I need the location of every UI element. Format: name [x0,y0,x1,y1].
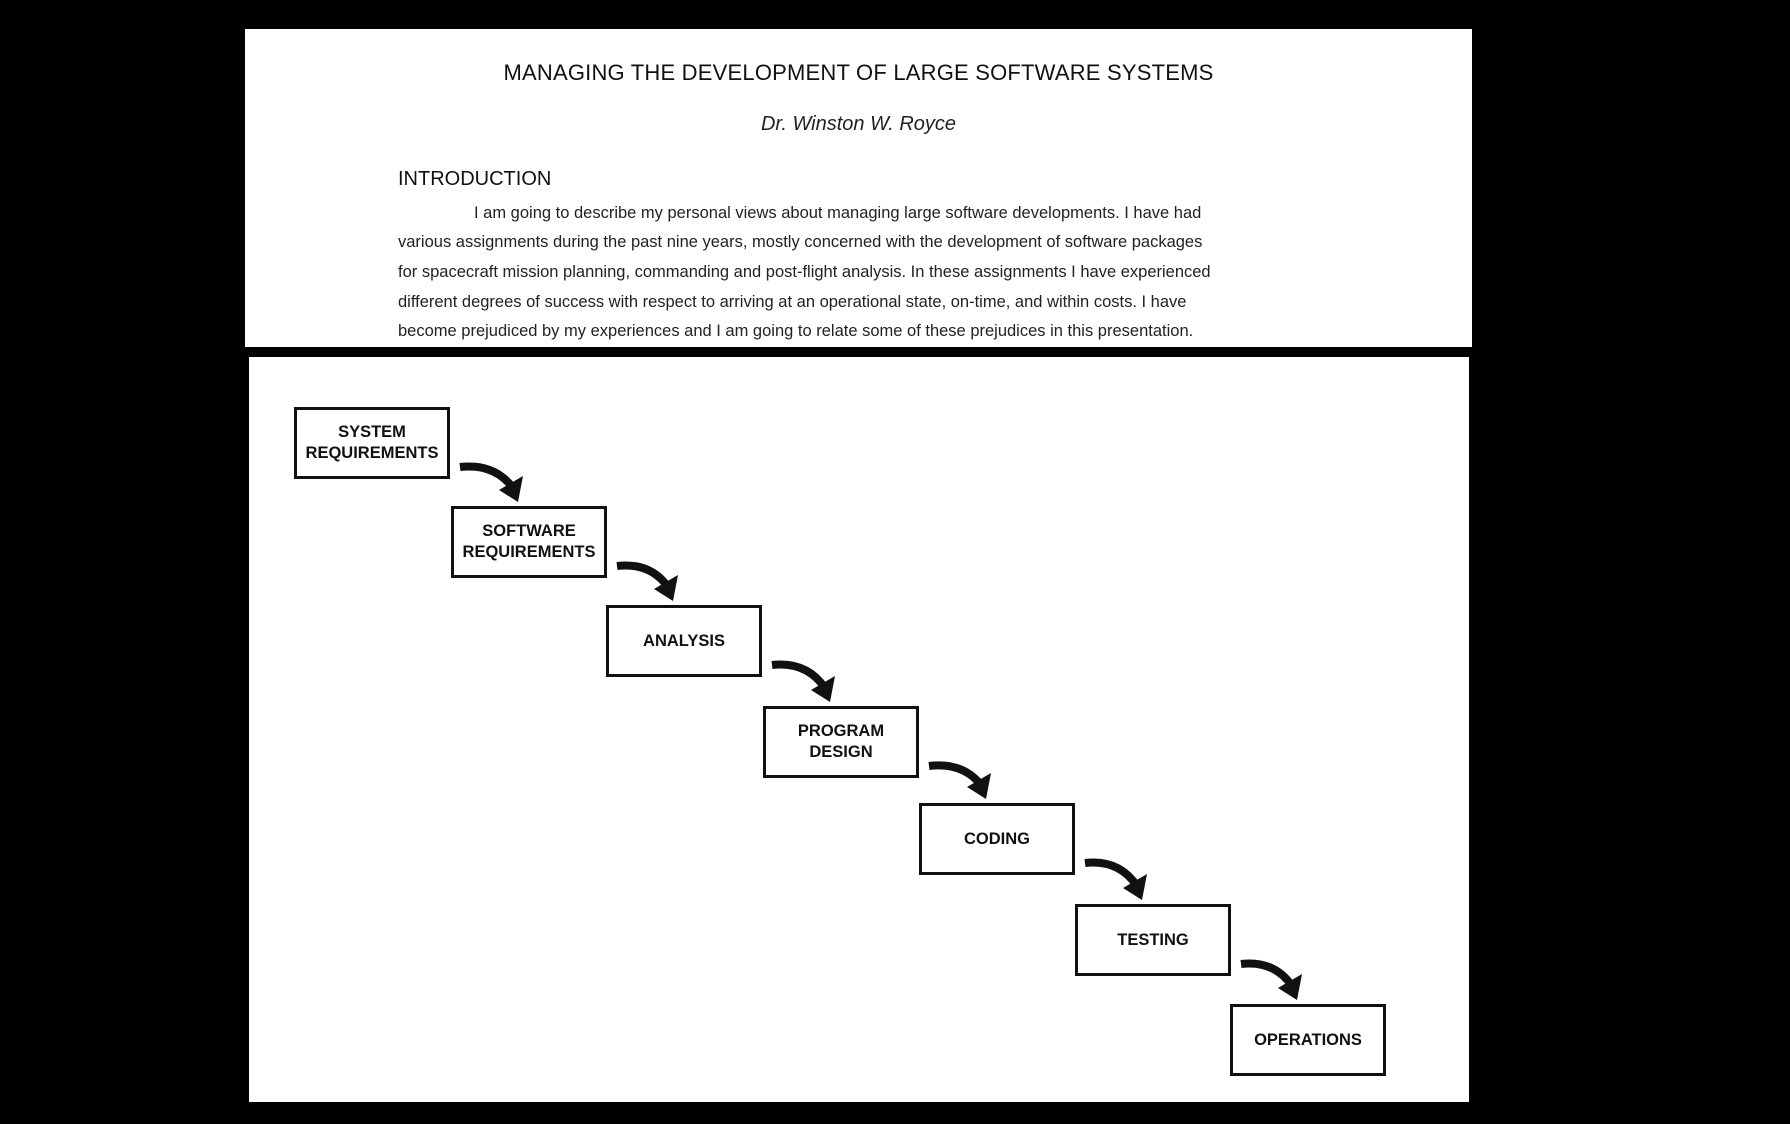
stage-coding: CODING [919,803,1075,875]
paper-author: Dr. Winston W. Royce [760,113,957,135]
curved-arrow-icon [617,565,678,601]
stage-system-requirements: SYSTEM REQUIREMENTS [294,407,450,479]
intro-line-4: different degrees of success with respect to arriving at an operational state, on-time, and within costs. I have [398,293,1187,311]
section-heading: INTRODUCTION [398,168,552,190]
intro-line-5: become prejudiced by my experiences and I am going to relate some of these prejudices in this presentation. [398,322,1194,340]
intro-line-1: I am going to describe my personal views about managing large software developments. I have had [474,204,1202,222]
stage-software-requirements: SOFTWARE REQUIREMENTS [451,506,607,578]
stage-program-design: PROGRAM DESIGN [763,706,919,778]
curved-arrow-icon [929,765,991,799]
stage-operations: OPERATIONS [1230,1004,1386,1076]
curved-arrow-icon [460,466,523,502]
paper-header-panel [245,29,1472,347]
curved-arrow-icon [1085,862,1147,900]
intro-line-2: various assignments during the past nine years, mostly concerned with the development of software packages [398,233,1203,251]
curved-arrow-icon [1241,963,1302,1000]
waterfall-diagram-panel [249,357,1469,1102]
intro-line-3: for spacecraft mission planning, commanding and post-flight analysis. In these assignments I have experienced [398,263,1211,281]
stage-testing: TESTING [1075,904,1231,976]
paper-title: MANAGING THE DEVELOPMENT OF LARGE SOFTWARE SYSTEMS [503,60,1214,85]
stage-analysis: ANALYSIS [606,605,762,677]
curved-arrow-icon [772,664,835,702]
